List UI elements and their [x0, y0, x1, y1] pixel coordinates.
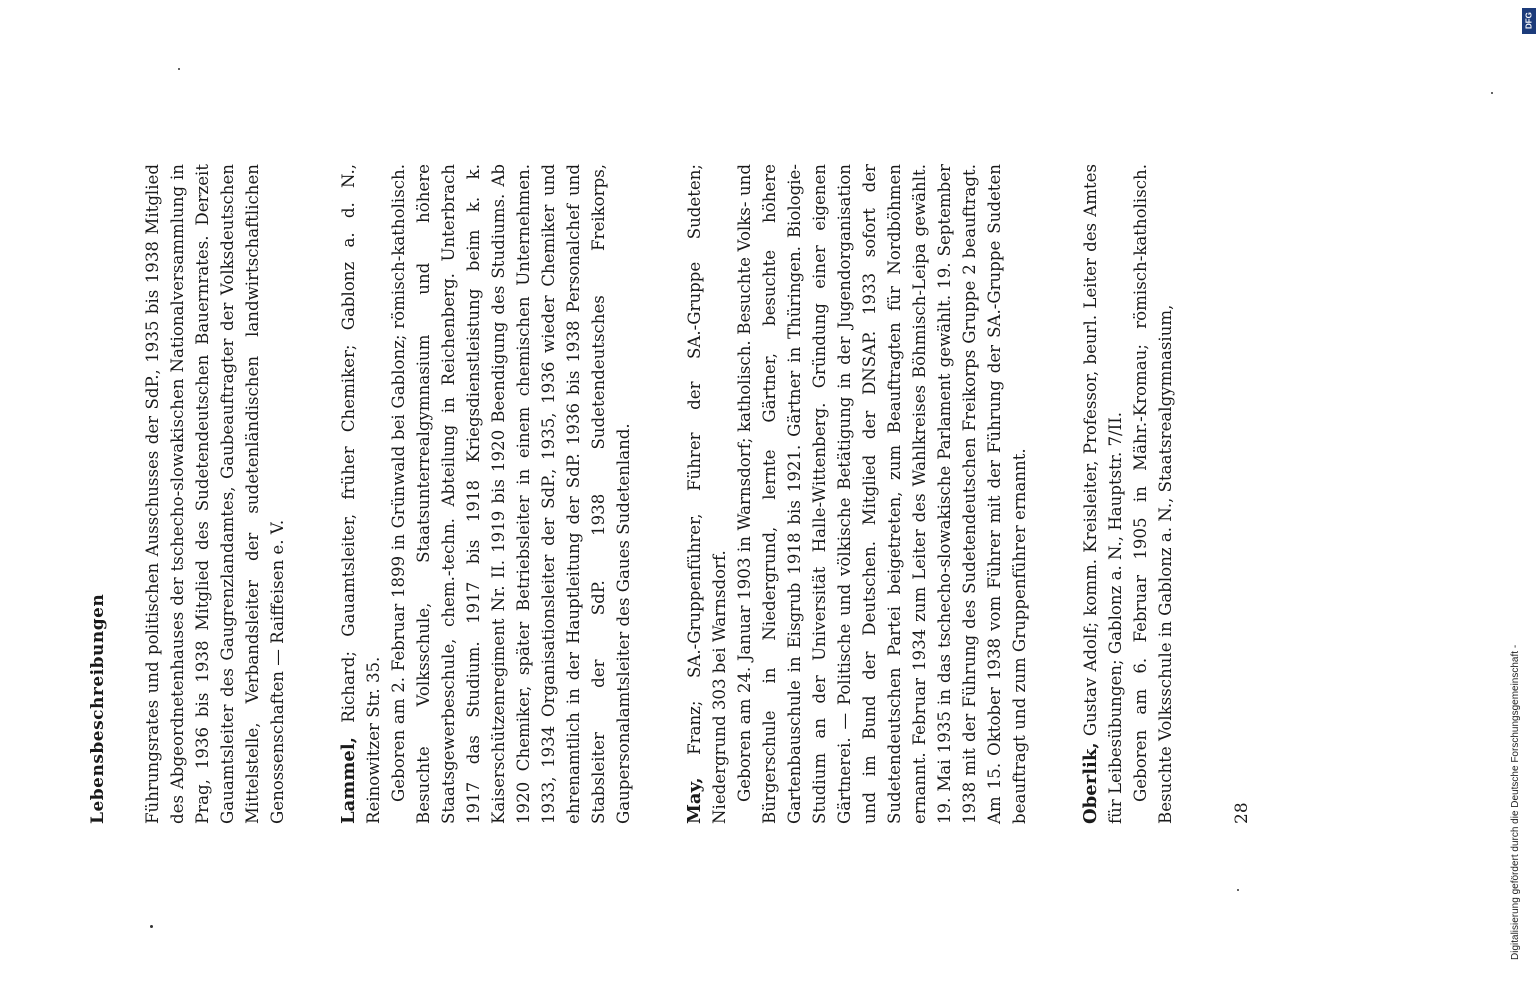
entry-heading: [682, 164, 732, 824]
entry-paragraph: Geboren am 6. Februar 1905 in Mähr.-Kromau; römisch-katholisch. Besuchte Volksschule in Gablonz a. N., Staatsrealgymnasium,: [1131, 164, 1175, 824]
scan-speck: [178, 68, 180, 70]
scan-speck: [1491, 92, 1493, 94]
entry-heading-rest: Franz; SA.-Gruppenführer, Führer der SA.-Gruppe Sudeten; Niedergrund 303 bei Warnsdorf.: [685, 164, 729, 824]
section-title: Lebensbeschreibungen: [88, 593, 108, 824]
entry-paragraph: Geboren am 24. Januar 1903 in Warnsdorf; katholisch. Besuchte Volks- und Bürgerschule in Niedergrund, lernte Gärtner, besuchte höhere Gartenbauschule in Eisgrub 1918 bis 1921. Gärtner in Thüringen. Biologie-Studium an der Universität Halle-Wittenberg. Gründung einer eigenen Gärtnerei. — Politische und völkische Betätigung in der Jugendorganisation und im Bund der Deutschen. Mitglied der DNSAP. 1933 sofort der Sudetendeutschen Partei beigetreten, zum Beauftragten für Nordböhmen ernannt. Februar 1934 zum Leiter des Wahlkreises Böhmisch-Leipa gewählt. 19. Mai 1935 in das tschecho-slowakische Parlament gewählt. 19. September 1938 mit der Führung des Sudetendeutschen Freikorps Gruppe 2 beauftragt. Am 15. Oktober 1938 vom Führer mit der Führung der SA.-Gruppe Sudeten beauftragt und zum Gruppenführer ernannt.: [735, 164, 1029, 824]
dfg-logo-icon: DFG: [1522, 8, 1536, 34]
entry-name: Lammel,: [338, 737, 359, 824]
entry-heading: [1078, 164, 1128, 824]
biography-entry: [682, 164, 1032, 824]
entry-name: Oberlik,: [1080, 742, 1101, 824]
scan-speck: [150, 925, 153, 928]
scan-speck: [1237, 889, 1239, 891]
page-number: 28: [1232, 802, 1252, 824]
entry-heading: [336, 164, 386, 824]
entry-heading-rest: Gustav Adolf; komm. Kreisleiter, Professor, beurl. Leiter des Amtes für Leibesübungen; Gablonz a. N., Hauptstr. 7/II.: [1081, 164, 1125, 824]
biography-entry: [1078, 164, 1178, 824]
biography-entry: [140, 164, 290, 824]
entry-paragraph: Geboren am 2. Februar 1899 in Grünwald bei Gablonz; römisch-katholisch. Besuchte Volksschule, Staatsunterrealgymnasium und höhere Staatsgewerbeschule, chem.-techn. Abteilung in Reichenberg. Unterbrach 1917 das Studium. 1917 bis 1918 Kriegsdienstleistung beim k. k. Kaiserschützenregiment Nr. II. 1919 bis 1920 Beendigung des Studiums. Ab 1920 Chemiker, später Betriebsleiter in einem chemischen Unternehmen. 1933, 1934 Organisationsleiter der SdP., 1935, 1936 wieder Chemiker und ehrenamtlich in der Hauptleitung der SdP. 1936 bis 1938 Personalchef und Stabsleiter der SdP. 1938 Sudetendeutsches Freikorps, Gaupersonalamtsleiter des Gaues Sudetenland.: [389, 164, 633, 824]
page-content: [88, 164, 1224, 824]
digitization-note: Digitalisierung gefördert durch die Deutsche Forschungsgemeinschaft -: [1510, 644, 1521, 960]
entry-heading-rest: Richard; Gauamtsleiter, früher Chemiker; Gablonz a. d. N., Reinowitzer Str. 35.: [339, 164, 383, 824]
entry-paragraph: Führungsrates und politischen Ausschusses der SdP., 1935 bis 1938 Mitglied des Abgeordnetenhauses der tschecho-slowakischen Nationalversammlung in Prag, 1936 bis 1938 Mitglied des Sudetendeutschen Bauernrates. Derzeit Gauamtsleiter des Gaugrenzlandamtes, Gaubeauftragter der Volksdeutschen Mittelstelle, Verbandsleiter der sudetenländischen landwirtschaftlichen Genossenschaften — Raiffeisen e. V.: [143, 164, 287, 824]
entry-name: May,: [684, 777, 705, 824]
biography-entry: [336, 164, 636, 824]
